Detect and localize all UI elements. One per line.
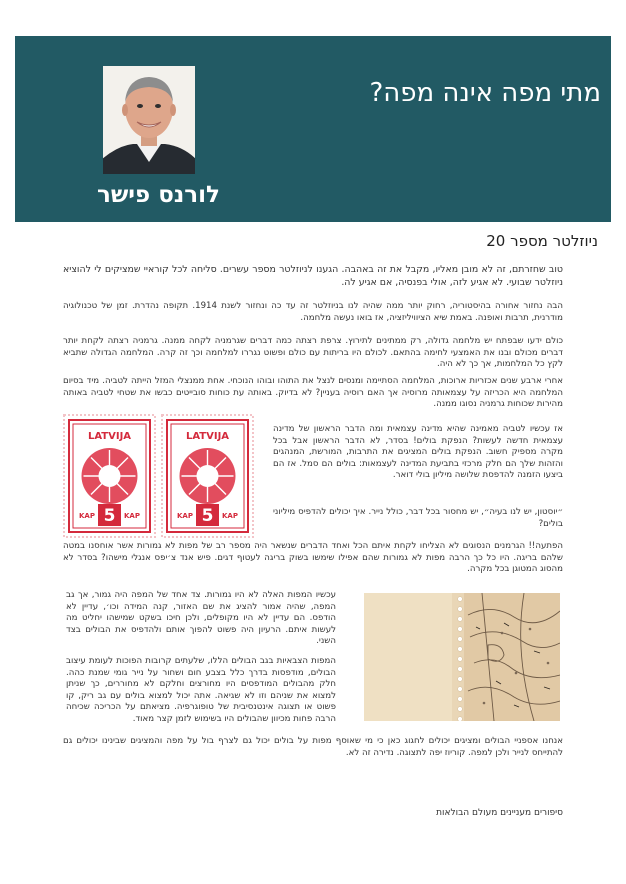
paragraph: אנחנו אספניי הבולים ומציגים יכולים לחגוג כאן כי מי שאוסף מפות על בולים יכול גם לצרף בול על מפה והמציגים שבינינו יכולים גם להתייחס לנייר ולכן למפה. קוריוז יפה לתצוגה. נדירה זה לא. xyxy=(63,736,563,758)
paragraph: עכשיו המפות האלה לא היו גמורות. צד אחד של המפה היה גמור, אך גב המפה, שהיה אמור להציג את שם האזור, קנה המידה וכו׳, עדיין לא הודפס. הם עדיין לא היו מקופלים, ולכן חיכו בשקט שמישהו יחליט מה לעשות איתם. הרעיון היה פשוט להפוך אותם ולהדפיס את הבולים בצד השני. xyxy=(66,590,336,647)
stamp-country-text: LATVIJA xyxy=(185,431,230,442)
author-photo xyxy=(103,66,195,174)
latvia-stamp xyxy=(161,414,254,538)
stamp-value-text: 5 xyxy=(103,506,116,526)
paragraph: המפות הצבאיות בגב הבולים הללו, שלעתים קרובות הפוכות לעומת עיצוב הבולים, מודפסות בדרך כלל בצבע חום ושחור על נייר גומי שמנת כהה. חלק מהבולים המודפסים היו מחורצים וחלקם לא מחוררים, כך שניתן למצוא את שניהם וזו לא שגיאה. אתה יכול למצוא בולים עם גב ריק, קו פשוט או תצוגה אינטנסיבית של טופוגרפיה. מציאתם על הכריכה שכיחה הרבה פחות מכיוון שהבולים היו בשימוש לזמן קצר מאוד. xyxy=(66,656,336,724)
stamp-unit-text: KAP xyxy=(79,512,95,520)
newsletter-number: ניוזלטר מספר 20 xyxy=(486,232,598,250)
paragraph: הפתעה!! הגרמנים הנסוגים לא הצליחו לקחת איתם הכל ואחד הדברים שנשאר היה מספר רב של מפות לא גמורות אשר אוחסנו במטה שלהם בריגה. היו כל כך הרבה מפות לא גמורות שהם אפילו שימשו בשוק בריגה לעטוף דגים. פיש אנד צ׳יפס אנגלי מישהו? בסדר לא מהסוג המטוגן בכל מקרה. xyxy=(63,541,563,575)
paragraph: אז עכשיו לטביה מאמינה שהיא מדינה עצמאית ומה הדבר הראשון של מדינה עצמאית חדשה לעשות? הנפקת בולים! בסדר, לא הדבר הראשון אבל בכל מקרה מספיק חשוב. הנפקת בולים המציגים את התרבות, המורשת, המנהגים והזהות שלך הם חלק מרכזי בתביעת המדינה לעצמאות: בולים הם סמל. אז הם ביצעו הזמנה להדפסת שלושה מיליון בולי דואר. xyxy=(273,424,563,481)
map-back-stamp-sheet-image xyxy=(364,593,560,721)
stamp-unit-text: KAP xyxy=(124,512,140,520)
stamp-country-text: LATVIJA xyxy=(87,431,132,442)
paragraph: הבה נחזור אחורה בהיסטוריה, רחוק יותר ממה שהיה לנו בניוזלטר זה עד כה ונחזור לשנת 1914. תקופה נהדרת. זמן של טכנולוגיה מודרנית, תרבות ואופנה. באמת שיא הציוויליזציה, אז בואו נעשה מלחמה. xyxy=(63,301,564,323)
paragraph: כולם ידעו שבפתח יש מלחמה גדולה, רק ממתינים לתירוץ. צרפת רצתה כמה דברים שגרמניה לקחה ממנה. גרמניה רצתה לקחת יותר דברים מכולם ובנו את האמצעי לחימה בהתאם. לכולם היו בריתות עם כולם ופשוט נגררו למלחמה וכך זה קרה. המלחמה הגדולה שתביא לקץ כל המלחמות, אך כך לא היה. xyxy=(63,336,563,370)
stamp-unit-text: KAP xyxy=(177,512,193,520)
stamp-value-text: 5 xyxy=(201,506,214,526)
page-title: מתי מפה אינה מפה? xyxy=(369,78,601,108)
paragraph-intro: טוב שחזרתם, זה לא מובן מאליו, מקבל את זה באהבה. הגענו לניוזלטר מספר עשרים. סליחה לכל קוראיי שמציקים לי להוציא ניוזלטר שבועי. לא אגיע לזה, אולי בפנסיה, אם אגיע לה. xyxy=(63,264,563,288)
author-name: לורנס פישר xyxy=(97,182,220,208)
paragraph: אחרי ארבע שנים אכזריות ארוכות, המלחמה הסתיימה ומנסים לנצל את התוהו ובוהו הנוכחי. אחת ממנצלי המזל הייתה לטביה. מיד בסיום המלחמה היא הכריזה על עצמאותה מרוסיה אך האם רוסיה בעניין? לא בדיוק. באותה עת כוחות סובייטים כבשו את שטחי לטביה באותה מהירות שכוחות גרמניה נסוגו ממנה. xyxy=(63,376,563,410)
stamp-unit-text: KAP xyxy=(222,512,238,520)
latvia-stamp-pair xyxy=(63,414,254,538)
latvia-stamp xyxy=(63,414,156,538)
footer-tagline: סיפורים מעניינים מעולם הבולאות xyxy=(436,808,563,818)
header-banner xyxy=(15,36,611,222)
paragraph: ״יוסטון, יש לנו בעיה״, יש מחסור בכל דבר, כולל נייר. איך יכולים להדפיס מיליוני בולים? xyxy=(273,507,563,529)
